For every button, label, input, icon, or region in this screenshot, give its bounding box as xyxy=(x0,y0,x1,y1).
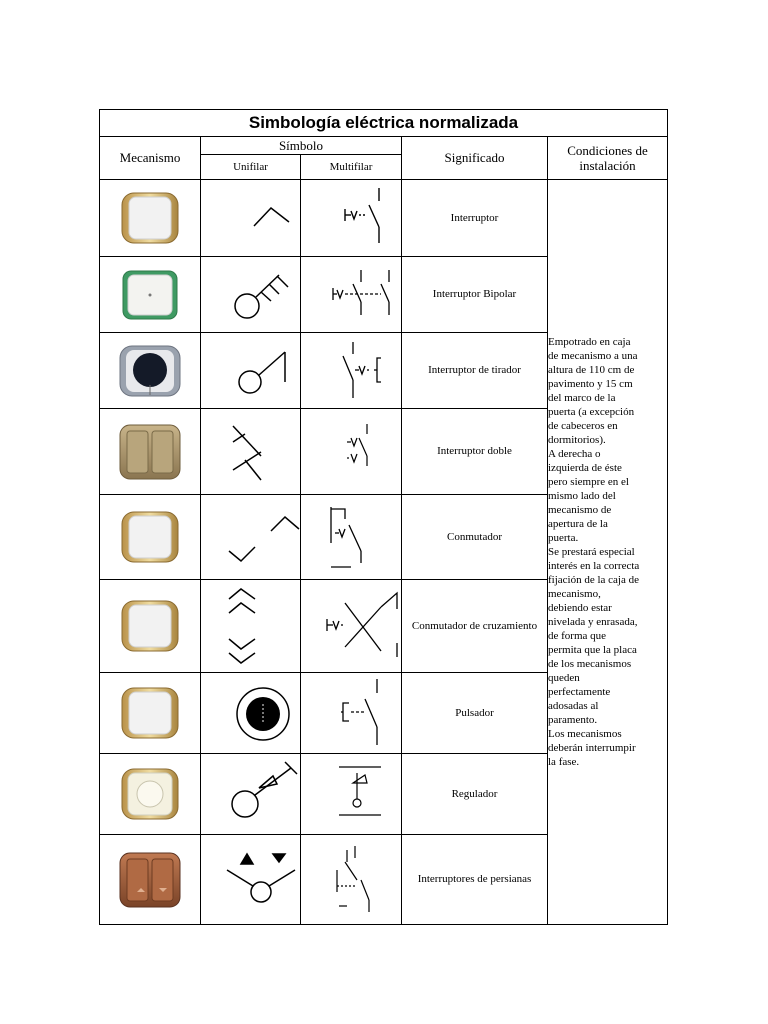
switch-plate-image xyxy=(100,180,201,257)
bipolar-switch-plate-image xyxy=(100,257,201,333)
table-title: Simbología eléctrica normalizada xyxy=(100,110,668,137)
condiciones-line: pero siempre en el xyxy=(548,476,629,488)
condiciones-line: perfectamente xyxy=(548,686,611,698)
condiciones-line: Se prestará especial xyxy=(548,546,635,558)
pull-switch-unifilar-icon xyxy=(201,333,301,409)
header-condiciones: Condiciones de instalación xyxy=(548,137,668,180)
symbology-table xyxy=(99,109,668,925)
row-significado: Interruptor de tirador xyxy=(402,333,548,409)
condiciones-line: nivelada y enrasada, xyxy=(548,616,638,628)
row-significado: Interruptor xyxy=(402,180,548,257)
crossover-switch-multifilar-icon xyxy=(301,580,402,673)
blind-switch-plate-image xyxy=(100,835,201,925)
condiciones-line: mecanismo, xyxy=(548,588,601,600)
row-significado: Interruptor doble xyxy=(402,409,548,495)
push-button-unifilar-icon xyxy=(201,673,301,754)
crossover-switch-plate-image xyxy=(100,580,201,673)
changeover-switch-unifilar-icon xyxy=(201,495,301,580)
condiciones-line: interés en la correcta xyxy=(548,560,640,572)
condiciones-line: dormitorios). xyxy=(548,434,606,446)
changeover-switch-multifilar-icon xyxy=(301,495,402,580)
blind-switch-unifilar-icon xyxy=(201,835,301,925)
condiciones-line: de mecanismo a una xyxy=(548,350,638,362)
header-multifilar: Multifilar xyxy=(301,155,402,180)
double-switch-unifilar-icon xyxy=(201,409,301,495)
condiciones-line: puerta (a excepción xyxy=(548,406,635,418)
condiciones-line: la fase. xyxy=(548,756,580,768)
header-simbolo: Símbolo xyxy=(201,137,402,155)
blind-switch-multifilar-icon xyxy=(301,835,402,925)
condiciones-line: fijación de la caja de xyxy=(548,574,640,586)
condiciones-line: mismo lado del xyxy=(548,490,616,502)
row-significado: Conmutador de cruzamiento xyxy=(402,580,548,673)
row-significado: Interruptor Bipolar xyxy=(402,257,548,333)
crossover-switch-unifilar-icon xyxy=(201,580,301,673)
row-significado: Pulsador xyxy=(402,673,548,754)
condiciones-line: pavimento y 15 cm xyxy=(548,378,633,390)
dimmer-plate-image xyxy=(100,754,201,835)
condiciones-lines xyxy=(548,335,667,769)
push-button-plate-image xyxy=(100,673,201,754)
condiciones-line: de cabeceros en xyxy=(548,420,618,432)
row-significado: Interruptores de persianas xyxy=(402,835,548,925)
condiciones-line: altura de 110 cm de xyxy=(548,364,635,376)
condiciones-line: debiendo estar xyxy=(548,602,612,614)
condiciones-line: mecanismo de xyxy=(548,504,612,516)
row-significado: Conmutador xyxy=(402,495,548,580)
dimmer-multifilar-icon xyxy=(301,754,402,835)
condiciones-line: de los mecanismos xyxy=(548,658,632,670)
bipolar-switch-multifilar-icon xyxy=(301,257,402,333)
dimmer-unifilar-icon xyxy=(201,754,301,835)
condiciones-line: Empotrado en caja xyxy=(548,336,631,348)
condiciones-line: permita que la placa xyxy=(548,644,637,656)
bipolar-switch-unifilar-icon xyxy=(201,257,301,333)
condiciones-line: deberán interrumpir xyxy=(548,742,636,754)
condiciones-line: paramento. xyxy=(548,714,598,726)
double-switch-multifilar-icon xyxy=(301,409,402,495)
double-switch-plate-image xyxy=(100,409,201,495)
switch-multifilar-icon xyxy=(301,180,402,257)
table-row xyxy=(100,180,668,257)
condiciones-text xyxy=(548,180,668,925)
condiciones-line: A derecha o xyxy=(548,448,601,460)
pull-switch-plate-image xyxy=(100,333,201,409)
pull-switch-multifilar-icon xyxy=(301,333,402,409)
header-unifilar: Unifilar xyxy=(201,155,301,180)
condiciones-line: Los mecanismos xyxy=(548,728,622,740)
condiciones-line: queden xyxy=(548,672,580,684)
header-significado: Significado xyxy=(402,137,548,180)
condiciones-line: izquierda de éste xyxy=(548,462,622,474)
condiciones-line: puerta. xyxy=(548,532,579,544)
condiciones-line: del marco de la xyxy=(548,392,616,404)
condiciones-line: de forma que xyxy=(548,630,607,642)
changeover-switch-plate-image xyxy=(100,495,201,580)
condiciones-line: apertura de la xyxy=(548,518,608,530)
condiciones-line: adosadas al xyxy=(548,700,599,712)
row-significado: Regulador xyxy=(402,754,548,835)
switch-unifilar-icon xyxy=(201,180,301,257)
header-mecanismo: Mecanismo xyxy=(100,137,201,180)
push-button-multifilar-icon xyxy=(301,673,402,754)
